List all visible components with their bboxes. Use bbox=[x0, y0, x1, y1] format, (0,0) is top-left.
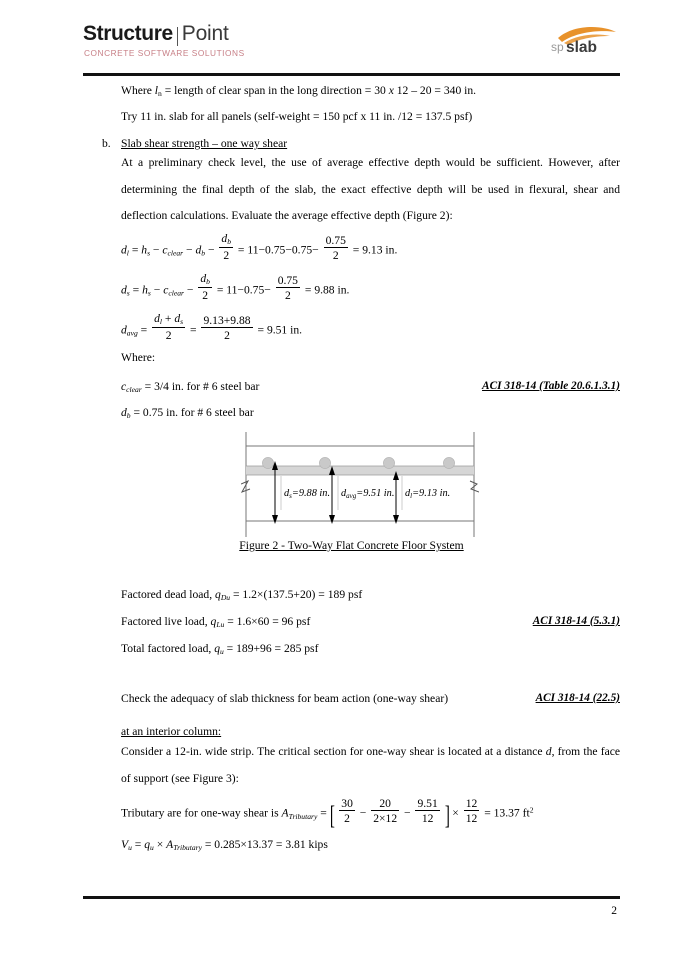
figure-2-caption-text: Figure 2 - Two-Way Flat Concrete Floor System bbox=[239, 539, 464, 552]
break-symbol-right-icon bbox=[470, 481, 479, 492]
rebar-circle-2 bbox=[319, 457, 330, 468]
page-header bbox=[83, 22, 620, 74]
page-number: 2 bbox=[611, 905, 617, 917]
text-check-beam-action: Check the adequacy of slab thickness for beam action (one-way shear) bbox=[121, 692, 449, 705]
heading-slab-shear-strength: Slab shear strength – one way shear bbox=[121, 137, 288, 150]
figure-2-slab-section bbox=[241, 432, 479, 537]
rebar-circle-4 bbox=[443, 457, 454, 468]
equation-ds: $d_s = h_s - c_{clear}$ − $\frac{d_b}{2}$ = 11−0.75− $\frac{0.75}{2}$ = 9.88 in. bbox=[121, 272, 350, 302]
text-cclear-definition: $c_{clear} = 3/4$ in. for # 6 steel bar bbox=[121, 380, 260, 395]
text-where-ln: Where ln = length of clear span in the long direction = 30 x 12 – 20 = 340 in. bbox=[121, 84, 477, 99]
equation-vu: $V_u = q_u \times A_{Tributary} = 0.285\times 13.37 = 3.81$ kips bbox=[121, 838, 328, 853]
heading-at-interior-column: at an interior column: bbox=[121, 725, 222, 738]
logo-sp-text: sp bbox=[551, 40, 564, 54]
equation-factored-live-load: Factored live load, $q_{Lu} = 1.6\times 60 = 96$ psf bbox=[121, 615, 311, 630]
footer-divider-rule bbox=[83, 896, 620, 899]
logo-structure-text: Structure bbox=[83, 22, 173, 45]
dim-arrow-davg-bottom bbox=[329, 515, 335, 524]
equation-davg: $d_{avg}$ = $\frac{d_l + d_s}{2}$ = $\frac{9.13+9.88}{2}$ = 9.51 in. bbox=[121, 312, 303, 342]
diagram-rebar-band bbox=[246, 466, 474, 475]
text-db-definition: $d_b = 0.75$ in. for # 6 steel bar bbox=[121, 406, 254, 421]
logo-tagline: CONCRETE SOFTWARE SOLUTIONS bbox=[84, 48, 245, 58]
dim-arrow-dl-bottom bbox=[393, 515, 399, 524]
equation-tributary-area: Tributary are for one-way shear is $A_{Tributary}$ = [ $\frac{30}{2}$ − $\frac{20}{2\times 12}$ − $\frac{9.51}{12}$ ] × $\frac{12}{12}$ = 13.37 $ft^2$ bbox=[121, 797, 534, 831]
paragraph-preliminary-check: At a preliminary check level, the use of average effective depth would be sufficient. However, after determining the final depth of the slab, the exact effective depth will be used in flexural, shear and deflection calculations. Evaluate the average effective depth (Figure 2): bbox=[121, 156, 620, 222]
spslab-product-logo bbox=[548, 26, 620, 60]
logo-divider bbox=[177, 27, 178, 46]
dim-arrow-ds-bottom bbox=[272, 515, 278, 524]
text-try-slab: Try 11 in. slab for all panels (self-weight = 150 pcf x 11 in. /12 = 137.5 psf) bbox=[121, 110, 473, 123]
equation-factored-dead-load: Factored dead load, $q_{Du} = 1.2\times(137.5+20) = 189$ psf bbox=[121, 588, 363, 603]
aci-ref-531: ACI 318-14 (5.3.1) bbox=[532, 615, 620, 627]
logo-point-text: Point bbox=[181, 22, 229, 45]
structurepoint-logo bbox=[83, 22, 229, 46]
equation-total-factored-load: Total factored load, $q_u = 189+96 = 285$ psf bbox=[121, 642, 319, 657]
equation-dl: $d_l = h_s - c_{clear} - d_b$ − $\frac{d_b}{2}$ = 11−0.75−0.75− $\frac{0.75}{2}$ = 9.13 in. bbox=[121, 232, 398, 262]
logo-slab-text: slab bbox=[566, 39, 598, 56]
slab-section-diagram bbox=[241, 432, 479, 537]
paragraph-consider-strip: Consider a 12-in. wide strip. The critical section for one-way shear is located at a distance d, from the face of support (see Figure 3): bbox=[121, 745, 621, 785]
aci-ref-225: ACI 318-14 (22.5) bbox=[535, 692, 620, 704]
aci-ref-table-20613: ACI 318-14 (Table 20.6.1.3.1) bbox=[482, 380, 620, 392]
dim-label-davg: davg=9.51 in. bbox=[341, 488, 395, 500]
rebar-circle-3 bbox=[383, 457, 394, 468]
header-divider-rule bbox=[83, 73, 620, 76]
dim-label-ds: ds=9.88 in. bbox=[284, 488, 331, 500]
dim-label-dl: dl=9.13 in. bbox=[405, 488, 451, 500]
figure-2-caption bbox=[83, 539, 620, 552]
list-marker-b: b. bbox=[102, 137, 111, 150]
rebar-circle-1 bbox=[262, 457, 273, 468]
spslab-logo-svg bbox=[548, 26, 620, 60]
label-where: Where: bbox=[121, 351, 156, 364]
